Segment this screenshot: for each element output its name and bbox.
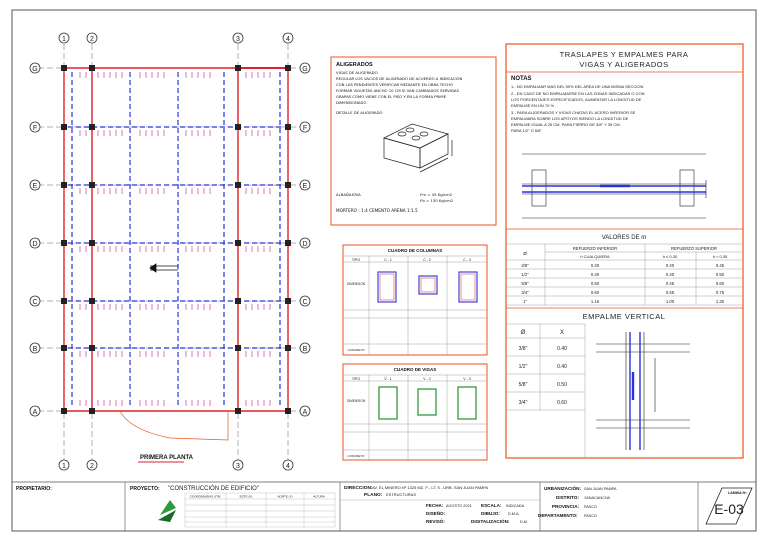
note-line: EMPALME IGUAL A 25 CM. PARA FIERRO DE 3/8" Y 35 CM. bbox=[511, 122, 621, 127]
column-axis-bubbles-top bbox=[59, 33, 293, 43]
scale-label: ESCALA: bbox=[481, 503, 502, 508]
drawing-label: DIBUJO: bbox=[481, 511, 500, 516]
axis-label: 3 bbox=[236, 463, 240, 470]
col-header: C - 1 bbox=[384, 258, 392, 262]
province-label: PROVINCIA: bbox=[552, 504, 580, 509]
beam-footer-label: CONCRETO bbox=[347, 454, 365, 458]
v-cell: 3/4" bbox=[518, 400, 528, 406]
v-cell: 0.50 bbox=[557, 382, 567, 388]
project-label: PROYECTO: bbox=[130, 486, 160, 492]
digital-label: DIGITALIZACIÓN: bbox=[471, 519, 510, 524]
v-header: Ø bbox=[520, 330, 526, 336]
department-value: PASCO bbox=[584, 514, 598, 518]
m-cell: 1.15 bbox=[590, 299, 600, 304]
m-subheader: h ≤ 0.30 bbox=[662, 254, 678, 259]
axis-label: 4 bbox=[286, 36, 290, 43]
v-cell: 5/8" bbox=[518, 382, 528, 388]
axis-label: 1 bbox=[62, 36, 66, 43]
v-header: X bbox=[559, 330, 565, 336]
m-subheader: h CUALQUIERA bbox=[580, 254, 610, 259]
m-cell: 5/8" bbox=[521, 281, 529, 286]
m-header: REFUERZO INFERIOR bbox=[572, 246, 618, 251]
address-value: AV. EL MINERO Nº 1325 MZ. F - LT. 5 - URB. SAN JUAN PAMPA bbox=[372, 485, 489, 490]
splice-title-1: TRASLAPES Y EMPALMES PARA bbox=[559, 50, 689, 59]
m-cell: 0.40 bbox=[665, 272, 675, 277]
note-line: EMPALME EN UN 70 % bbox=[511, 103, 555, 108]
axis-label: 4 bbox=[286, 463, 290, 470]
axis-label: B bbox=[302, 346, 308, 353]
m-cell: 1/2" bbox=[521, 272, 529, 277]
col-header: TIPO bbox=[351, 258, 361, 262]
sheet-value: E-03 bbox=[714, 501, 744, 517]
col-header: C - 2 bbox=[423, 258, 431, 262]
masonry-fb: f'b = 130 Kg/cm2 bbox=[420, 198, 454, 203]
axis-label: 2 bbox=[90, 36, 94, 43]
project-value: "CONSTRUCCIÓN DE EDIFICIO" bbox=[168, 486, 259, 492]
columns-schedule bbox=[343, 245, 487, 355]
axis-label: E bbox=[32, 183, 38, 190]
department-label: DEPARTAMENTO: bbox=[538, 513, 578, 518]
v-cell: 0.40 bbox=[557, 364, 567, 370]
title-block bbox=[12, 482, 756, 531]
date-value: AGOSTO 2021 bbox=[446, 504, 472, 508]
masonry-label: ALBAÑILERIA bbox=[336, 192, 361, 197]
beam-header: V - 2 bbox=[423, 377, 431, 381]
m-cell: 0.45 bbox=[665, 281, 675, 286]
axis-label: F bbox=[302, 125, 308, 132]
floor-plan bbox=[30, 33, 310, 470]
coords-header: ESTE (X) bbox=[239, 494, 253, 499]
axis-label: 3 bbox=[236, 36, 240, 43]
aligerados-panel bbox=[331, 57, 496, 225]
splice-panel bbox=[506, 44, 743, 458]
m-header: REFUERZO SUPERIOR bbox=[670, 246, 718, 251]
m-cell: 1" bbox=[523, 299, 527, 304]
m-cell: 0.50 bbox=[715, 272, 725, 277]
m-cell: 1.30 bbox=[715, 299, 725, 304]
axis-label: C bbox=[302, 299, 308, 306]
district-value: YANACANCHA bbox=[584, 496, 611, 500]
design-label: DISEÑO: bbox=[426, 511, 446, 516]
m-cell: 0.40 bbox=[590, 272, 600, 277]
m-cell: 0.40 bbox=[590, 263, 600, 268]
review-label: REVISÓ: bbox=[426, 519, 445, 524]
axis-label: G bbox=[32, 66, 38, 73]
axis-label: D bbox=[302, 241, 308, 248]
owner-label: PROPIETARIO: bbox=[16, 486, 52, 492]
m-cell: 0.50 bbox=[590, 281, 600, 286]
note-line: 2.- EN CASO DE NO EMPALMARSE EN LAS ZONAS INDICADAS O CON bbox=[511, 91, 645, 96]
plan-label: PLANO: bbox=[364, 493, 383, 498]
m-table-title: VALORES DE m bbox=[601, 235, 647, 241]
axis-label: 1 bbox=[62, 463, 66, 470]
stair-symbol bbox=[150, 264, 178, 272]
coords-header: COORDENADAS UTM bbox=[189, 494, 221, 499]
m-cell: 0.60 bbox=[590, 290, 600, 295]
note-line: CON LAS PENDIENTES VERIFICAR MEDIANTE EN OBRA TECHO bbox=[336, 82, 454, 87]
m-cell: 0.55 bbox=[665, 290, 675, 295]
v-cell: 0.60 bbox=[557, 400, 567, 406]
row-axis-bubbles-left bbox=[30, 63, 40, 416]
note-line: DIMENSIONADO bbox=[336, 100, 367, 105]
notes-title: NOTAS bbox=[511, 76, 532, 82]
axis-label: B bbox=[32, 346, 38, 353]
note-line: GRAPAS COMO VIENE CON EL PISO Y EN LA FORMA PRIME bbox=[336, 94, 446, 99]
note-line: FORMAR VIGUETAS ANCHO 10 CM SI VAN CAMBIADOS SERVIDAS bbox=[336, 88, 459, 93]
v-cell: 0.40 bbox=[557, 346, 567, 352]
m-header: Ø bbox=[523, 251, 527, 256]
v-cell: 1/2" bbox=[518, 364, 528, 370]
columns-title: CUADRO DE COLUMNAS bbox=[387, 248, 443, 253]
masonry-fm: f'm = 45 Kg/cm2 bbox=[420, 192, 453, 197]
m-cell: 1.00 bbox=[665, 299, 675, 304]
stair-outline bbox=[120, 411, 228, 440]
axis-label: 2 bbox=[90, 463, 94, 470]
coords-header: NORTE (Y) bbox=[277, 494, 293, 499]
v-cell: 3/8" bbox=[518, 346, 528, 352]
note-line: 3.- PARA ALIGERADOS Y VIGAS CHATAS EL ACERO INFERIOR SE bbox=[511, 110, 636, 115]
m-cell: 0.60 bbox=[715, 281, 725, 286]
row-axis-bubbles-right bbox=[300, 63, 310, 416]
m-cell: 0.45 bbox=[715, 263, 725, 268]
plan-title: PRIMERA PLANTA bbox=[140, 455, 193, 461]
district-label: DISTRITO: bbox=[556, 495, 579, 500]
coords-header: ALTURA bbox=[313, 494, 325, 499]
col-row-label: DIMENSION bbox=[346, 282, 366, 286]
company-logo bbox=[158, 500, 176, 522]
col-footer-label: CONCRETO bbox=[347, 348, 365, 352]
note-line: PARA 1/2" O 5/8" bbox=[511, 128, 542, 133]
beam-row-label: DIMENSION bbox=[346, 399, 366, 403]
beams-title: CUADRO DE VIGAS bbox=[393, 367, 437, 372]
beam-header: V - 3 bbox=[463, 377, 471, 381]
axis-label: A bbox=[302, 409, 308, 416]
beams-schedule bbox=[343, 364, 487, 460]
province-value: PASCO bbox=[584, 505, 598, 509]
note-line: 1.- NO EMPALMAR MAS DEL 50% DEL AREA DE UNA MISMA SECCION bbox=[511, 84, 644, 89]
m-cell: 0.75 bbox=[715, 290, 725, 295]
aligerados-title: ALIGERADOS bbox=[336, 62, 373, 68]
note-line: LOS PORCENTAJES ESPECIFICADOS, AUMENTAR LA LONGITUD DE bbox=[511, 97, 642, 102]
vertical-splice-title: EMPALME VERTICAL bbox=[582, 312, 666, 321]
beam-header: TIPO bbox=[351, 377, 361, 381]
m-subheader: h > 0.30 bbox=[712, 254, 728, 259]
plan-value: ESTRUCTURAS bbox=[386, 492, 417, 497]
axis-label: E bbox=[302, 183, 308, 190]
axis-label: C bbox=[32, 299, 38, 306]
location-label: URBANIZACIÓN: bbox=[544, 486, 582, 491]
axis-label: D bbox=[32, 241, 38, 248]
note-line: REGULAR LOS VACIOS DE ALIGERADO DE ACUERDO A INDICACION bbox=[336, 76, 463, 81]
drawing-value: D.M.A. bbox=[508, 512, 520, 516]
col-header: C - 3 bbox=[463, 258, 471, 262]
date-label: FECHA: bbox=[426, 503, 444, 508]
scale-value: INDICADA bbox=[506, 504, 525, 508]
detail-label: DETALLE DE ALIGERADO bbox=[336, 110, 383, 115]
axis-label: G bbox=[302, 66, 308, 73]
splice-title-2: VIGAS Y ALIGERADOS bbox=[579, 60, 669, 69]
note-line: VIGAS DE ALIGERADO bbox=[336, 70, 378, 75]
axis-label: A bbox=[32, 409, 38, 416]
sheet-number-box bbox=[706, 488, 752, 524]
location-value: SAN JUAN PAMPA bbox=[584, 487, 617, 491]
note-line: EMPALMARA SOBRE LOS APOYOS SIENDO LA LONGITUD DE bbox=[511, 116, 629, 121]
axis-label: F bbox=[32, 125, 38, 132]
sheet-label: LAMINA Nº: bbox=[728, 491, 748, 495]
m-cell: 0.40 bbox=[665, 263, 675, 268]
mortar-spec: MORTERO : 1:4 CEMENTO ARENA 1:1.5 bbox=[336, 208, 418, 213]
m-cell: 3/4" bbox=[521, 290, 529, 295]
digital-value: D.M. bbox=[520, 520, 529, 524]
beam-header: V - 1 bbox=[384, 377, 392, 381]
address-label: DIRECCION: bbox=[344, 486, 373, 491]
m-cell: 3/8" bbox=[521, 263, 529, 268]
